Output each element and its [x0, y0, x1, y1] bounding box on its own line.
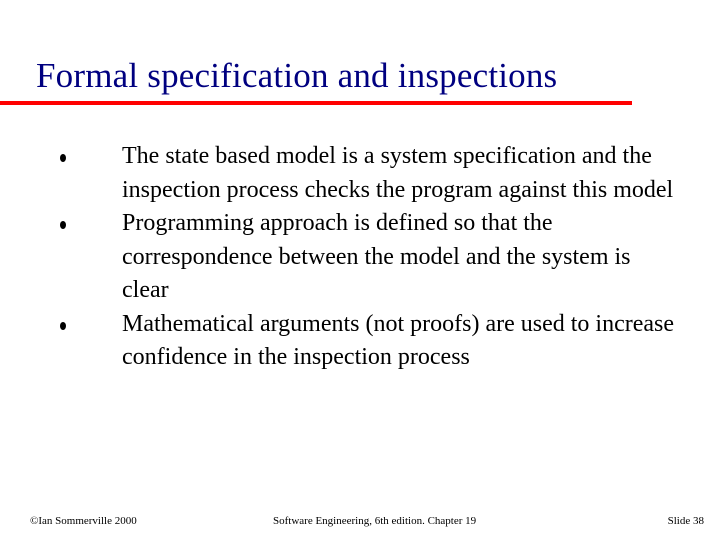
bullet-text: The state based model is a system specification and the inspection process checks the program against this model	[122, 143, 674, 203]
bullet-item	[0, 308, 682, 375]
slide-title: Formal specification and inspections	[36, 56, 558, 95]
bullet-text: Mathematical arguments (not proofs) are used to increase confidence in the inspection process	[122, 310, 675, 370]
title-underline-rule	[0, 101, 632, 105]
bullet-text: Programming approach is defined so that the correspondence between the model and the system is clear	[122, 210, 631, 303]
footer-copyright: ©Ian Sommerville 2000	[30, 515, 137, 527]
bullet-list	[0, 140, 720, 375]
bullet-item	[0, 207, 682, 308]
footer-book-title: Software Engineering, 6th edition. Chapter 19	[273, 515, 477, 527]
bullet-dot-icon	[60, 322, 66, 330]
bullet-dot-icon	[60, 154, 66, 162]
footer-slide-number: Slide 38	[667, 515, 704, 527]
bullet-dot-icon	[60, 221, 66, 229]
bullet-item	[0, 140, 682, 207]
